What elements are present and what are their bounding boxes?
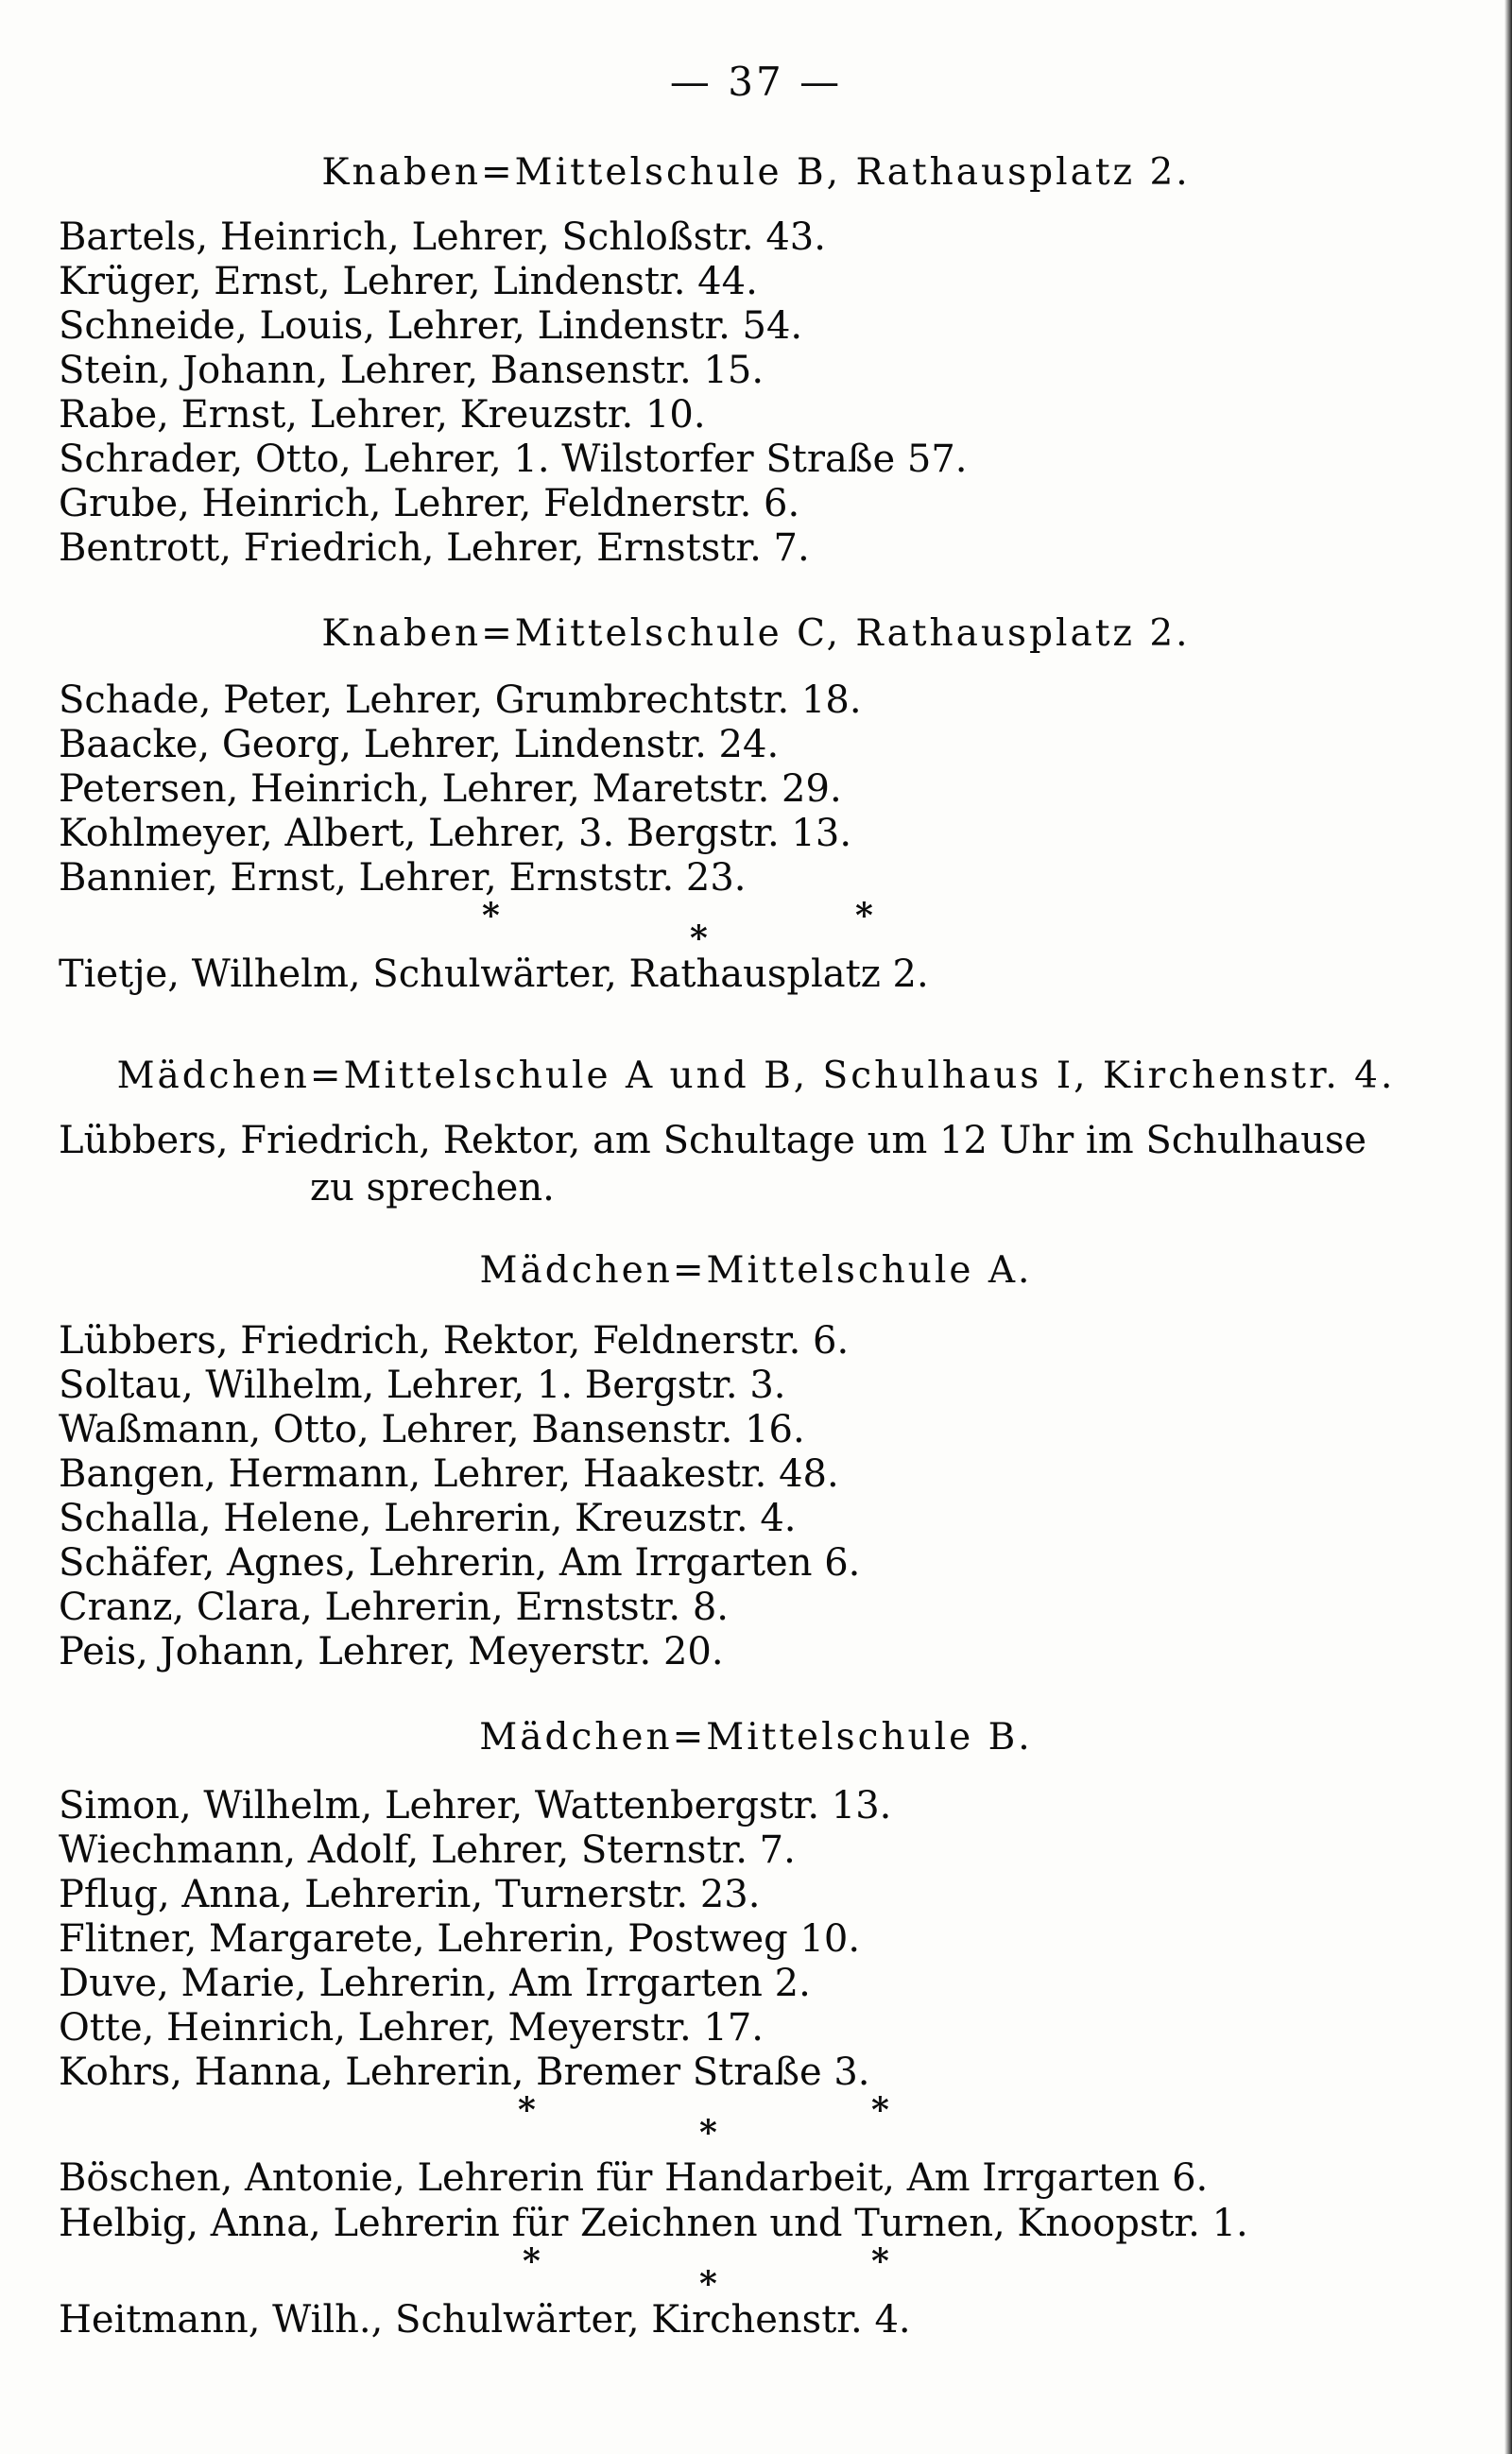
list-item: Wiechmann, Adolf, Lehrer, Sternstr. 7. bbox=[59, 1828, 796, 1872]
list-item: Otte, Heinrich, Lehrer, Meyerstr. 17. bbox=[59, 2006, 764, 2050]
asterisk-divider: * bbox=[699, 2264, 717, 2304]
list-item: Baacke, Georg, Lehrer, Lindenstr. 24. bbox=[59, 723, 780, 766]
list-item: Kohlmeyer, Albert, Lehrer, 3. Bergstr. 13. bbox=[59, 812, 852, 855]
list-item: Simon, Wilhelm, Lehrer, Wattenbergstr. 13. bbox=[59, 1784, 892, 1828]
list-item: Schalla, Helene, Lehrerin, Kreuzstr. 4. bbox=[59, 1497, 797, 1540]
list-item: Stein, Johann, Lehrer, Bansenstr. 15. bbox=[59, 349, 765, 392]
list-item: Helbig, Anna, Lehrerin für Zeichnen und Turnen, Knoopstr. 1. bbox=[59, 2202, 1248, 2245]
asterisk-divider: * bbox=[871, 2241, 889, 2281]
asterisk-divider: * bbox=[523, 2241, 541, 2281]
section-heading-maedchen-ab: Mädchen=Mittelschule A und B, Schulhaus I, Kirchenstr. 4. bbox=[116, 1055, 1396, 1097]
list-item: Flitner, Margarete, Lehrerin, Postweg 10. bbox=[59, 1917, 861, 1961]
list-item: Waßmann, Otto, Lehrer, Bansenstr. 16. bbox=[59, 1408, 805, 1451]
list-item: Grube, Heinrich, Lehrer, Feldnerstr. 6. bbox=[59, 482, 800, 525]
list-item: Cranz, Clara, Lehrerin, Ernststr. 8. bbox=[59, 1586, 729, 1629]
asterisk-divider: * bbox=[518, 2090, 536, 2130]
asterisk-divider: * bbox=[855, 896, 873, 935]
list-item: Schäfer, Agnes, Lehrerin, Am Irrgarten 6. bbox=[59, 1541, 861, 1585]
section-heading-knaben-c: Knaben=Mittelschule C, Rathausplatz 2. bbox=[321, 612, 1191, 655]
list-item: Petersen, Heinrich, Lehrer, Maretstr. 29. bbox=[59, 767, 842, 811]
list-item: Krüger, Ernst, Lehrer, Lindenstr. 44. bbox=[59, 260, 758, 303]
list-item: Peis, Johann, Lehrer, Meyerstr. 20. bbox=[59, 1630, 724, 1673]
list-item: Schrader, Otto, Lehrer, 1. Wilstorfer Straße 57. bbox=[59, 438, 968, 481]
list-item: Rabe, Ernst, Lehrer, Kreuzstr. 10. bbox=[59, 393, 706, 437]
list-item: Kohrs, Hanna, Lehrerin, Bremer Straße 3. bbox=[59, 2051, 870, 2094]
list-item: Lübbers, Friedrich, Rektor, Feldnerstr. 6. bbox=[59, 1319, 850, 1363]
section-heading-maedchen-a: Mädchen=Mittelschule A. bbox=[479, 1249, 1033, 1292]
list-item: Schneide, Louis, Lehrer, Lindenstr. 54. bbox=[59, 304, 803, 348]
list-item-continuation: zu sprechen. bbox=[310, 1166, 555, 1210]
asterisk-divider: * bbox=[699, 2113, 717, 2153]
section-heading-maedchen-b: Mädchen=Mittelschule B. bbox=[479, 1716, 1033, 1759]
page-number: — 37 — bbox=[669, 59, 843, 105]
list-item: Bentrott, Friedrich, Lehrer, Ernststr. 7. bbox=[59, 526, 810, 570]
page-edge-shadow bbox=[1504, 0, 1512, 2454]
list-item: Bartels, Heinrich, Lehrer, Schloßstr. 43. bbox=[59, 215, 826, 259]
asterisk-divider: * bbox=[690, 918, 708, 958]
list-item: Duve, Marie, Lehrerin, Am Irrgarten 2. bbox=[59, 1962, 811, 2005]
list-item: Bangen, Hermann, Lehrer, Haakestr. 48. bbox=[59, 1452, 839, 1496]
list-item: Lübbers, Friedrich, Rektor, am Schultage um 12 Uhr im Schulhause bbox=[59, 1119, 1367, 1162]
asterisk-divider: * bbox=[871, 2090, 889, 2130]
list-item: Pflug, Anna, Lehrerin, Turnerstr. 23. bbox=[59, 1873, 761, 1916]
list-item: Böschen, Antonie, Lehrerin für Handarbeit, Am Irrgarten 6. bbox=[59, 2156, 1209, 2200]
section-heading-knaben-b: Knaben=Mittelschule B, Rathausplatz 2. bbox=[321, 151, 1191, 194]
list-item: Heitmann, Wilh., Schulwärter, Kirchenstr. 4. bbox=[59, 2298, 911, 2342]
list-item: Soltau, Wilhelm, Lehrer, 1. Bergstr. 3. bbox=[59, 1364, 786, 1407]
asterisk-divider: * bbox=[482, 896, 500, 935]
list-item: Schade, Peter, Lehrer, Grumbrechtstr. 18. bbox=[59, 678, 862, 722]
list-item: Bannier, Ernst, Lehrer, Ernststr. 23. bbox=[59, 856, 747, 900]
list-item: Tietje, Wilhelm, Schulwärter, Rathausplatz 2. bbox=[59, 952, 929, 996]
